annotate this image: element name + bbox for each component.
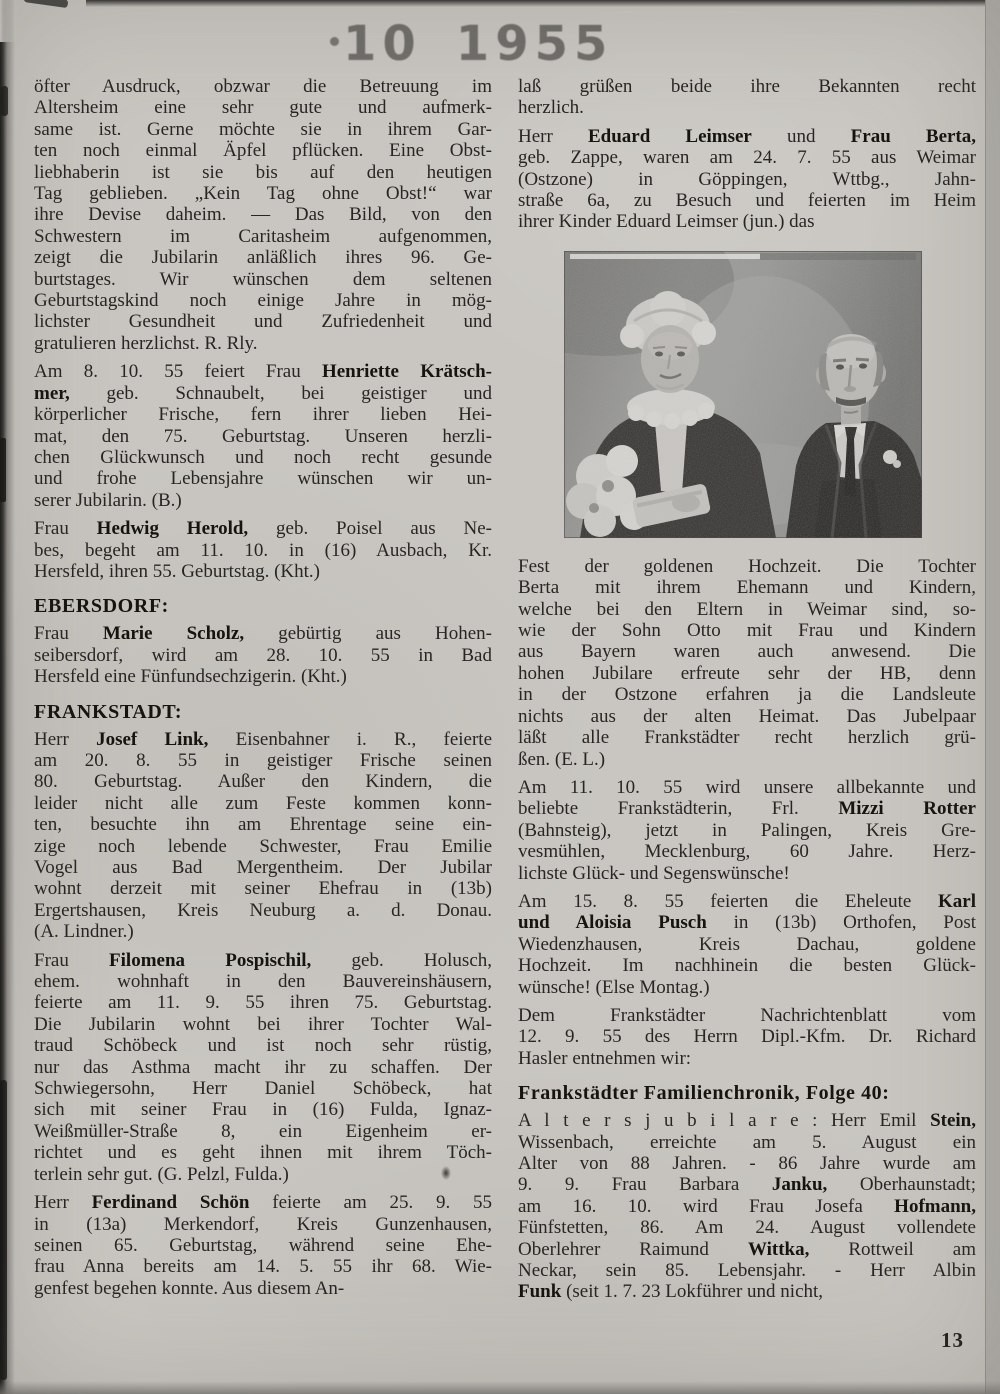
text-line: und frohe Lebensjahre wünschen wir un- <box>34 468 492 490</box>
text-line: Hersfeld, ihren 55. Geburtstag. (Kht.) <box>34 560 320 582</box>
paragraph <box>34 623 492 687</box>
text-line: liebhaberin ist sie bis auf den heutigen <box>34 161 492 183</box>
text-line: sich mit seiner Frau in (16) Fulda, Ignaz- <box>34 1099 492 1121</box>
text-line: ten noch einmal Äpfel pflücken. Eine Obst- <box>34 140 492 162</box>
text-line: aus Bayern waren auch anwesend. Die <box>518 641 976 663</box>
text-line: läßt alle Frankstädter recht herzlich grü- <box>518 727 976 749</box>
paragraph <box>34 729 492 943</box>
text-line: 9. 9. Frau Barbara Janku, Oberhaunstadt; <box>518 1174 976 1196</box>
text-line: Am 11. 10. 55 wird unsere allbekannte und <box>518 776 976 798</box>
text-line: Wissenbach, erreichte am 5. August ein <box>518 1131 976 1153</box>
text-line: beliebte Frankstädterin, Frl. Mizzi Rotter <box>518 798 976 820</box>
stamp-year: 1955 <box>455 16 614 72</box>
text-line: frau Anna bereits am 14. 5. 55 ihr 68. Wie- <box>34 1256 492 1278</box>
text-line: lichste Glück- und Segenswünsche! <box>518 862 790 884</box>
binding-mark <box>0 438 6 502</box>
text-line: Schwestern im Caritasheim aufgenommen, <box>34 225 492 247</box>
text-line: Altersheim eine sehr gute und aufmerk- <box>34 97 492 119</box>
binding-mark <box>1 86 8 116</box>
binding-mark <box>0 1080 7 1380</box>
text-line: Fünfstetten, 86. Am 24. August vollendete <box>518 1217 976 1239</box>
text-line: welche bei den Eltern in Weimar sind, so- <box>518 598 976 620</box>
text-line: leider nicht alle zum Feste kommen konn- <box>34 792 492 814</box>
text-line: Die Jubilarin wohnt bei ihrer Tochter Wal- <box>34 1013 492 1035</box>
text-line: wünsche! (Else Montag.) <box>518 976 710 998</box>
left-column <box>34 76 492 1306</box>
paragraph <box>518 1110 976 1303</box>
right-column-bottom <box>518 556 976 1303</box>
text-line: Tag geblieben. „Kein Tag ohne Obst!“ war <box>34 183 492 205</box>
text-line: Frau Marie Scholz, gebürtig aus Hohen- <box>34 623 493 645</box>
text-line: nur das Asthma macht ihr zu schaffen. Der <box>34 1056 492 1078</box>
ink-smudge <box>441 1166 451 1180</box>
text-line: ihre Devise daheim. — Das Bild, von den <box>34 204 492 226</box>
scan-edge-top <box>86 0 988 7</box>
text-line: Herr Eduard Leimser und Frau Berta, <box>518 125 977 147</box>
text-line: öfter Ausdruck, obzwar die Betreuung im <box>34 76 492 97</box>
paragraph <box>518 76 976 119</box>
text-line: Alter von 88 Jahren. - 86 Jahre wurde am <box>518 1153 976 1174</box>
text-line: traud Schöbeck und ist noch sehr rüstig, <box>34 1035 492 1057</box>
photo-illustration <box>564 251 922 538</box>
text-line: Neckar, sein 85. Lebensjahr. - Herr Albin <box>518 1260 976 1282</box>
text-line: Hersfeld eine Fünfundsechzigerin. (Kht.) <box>34 666 347 688</box>
right-column <box>518 76 976 1310</box>
text-line: Am 15. 8. 55 feierten die Eheleute Karl <box>518 890 976 912</box>
text-line: chen Glückwunsch und noch recht gesunde <box>34 446 492 468</box>
text-line: Herr Ferdinand Schön feierte am 25. 9. 55 <box>34 1192 493 1214</box>
paragraph <box>518 556 976 770</box>
text-line: Dem Frankstädter Nachrichtenblatt vom <box>518 1004 976 1026</box>
paragraph <box>34 518 492 582</box>
stamp-month: 10 <box>343 16 422 72</box>
text-line: Vogel aus Bad Mergentheim. Der Jubilar <box>34 857 492 878</box>
text-line: ehem. wohnhaft in den Bauvereinshäusern, <box>34 971 492 993</box>
stamp-dot-mark <box>330 37 339 46</box>
text-line: wie der Sohn Otto mit Frau und Kindern <box>518 620 976 642</box>
text-line: hohen Jubilare erfreute sehr der HB, denn <box>518 662 976 684</box>
text-line: same ist. Gerne möchte sie in ihrem Gar- <box>34 118 492 140</box>
paragraph <box>518 126 976 233</box>
section-heading: Frankstädter Familienchronik, Folge 40: <box>518 1082 890 1105</box>
right-column-top <box>518 76 976 233</box>
text-line: 12. 9. 55 des Herrn Dipl.-Kfm. Dr. Richard <box>518 1026 976 1048</box>
text-line: (Bahnsteig), jetzt in Palingen, Kreis Gre- <box>518 819 976 841</box>
text-line: (Ostzone) in Göppingen, Wttbg., Jahn- <box>518 168 976 190</box>
scan-mark-top-left <box>24 0 69 8</box>
text-line: Frau Filomena Pospischil, geb. Holusch, <box>34 949 493 971</box>
text-line: Am 8. 10. 55 feiert Frau Henriette Krätsch- <box>34 361 492 383</box>
date-stamp <box>330 16 613 72</box>
paragraph <box>518 1005 976 1069</box>
text-line: seinen 65. Geburtstag, während seine Ehe- <box>34 1234 492 1256</box>
text-line: Herr Josef Link, Eisenbahner i. R., feierte <box>34 728 493 750</box>
paragraph <box>34 1192 492 1299</box>
text-line: und Aloisia Pusch in (13b) Orthofen, Post <box>518 912 976 934</box>
paragraph <box>34 361 492 511</box>
text-line: mer, geb. Schnaubelt, bei geistiger und <box>34 382 492 404</box>
text-line: in (13a) Merkendorf, Kreis Gunzenhausen, <box>34 1213 492 1235</box>
text-line: Hochzeit. Im nachhinein die besten Glück- <box>518 955 976 977</box>
text-line: am 20. 8. 55 in geistiger Frische seinen <box>34 749 492 771</box>
text-line: körperlicher Frische, fern ihrer lieben Hei- <box>34 404 492 426</box>
text-line: terlein sehr gut. (G. Pelzl, Fulda.) <box>34 1163 289 1185</box>
text-line: burtstages. Wir wünschen dem seltenen <box>34 268 492 290</box>
text-line: genfest begehen konnte. Aus diesem An- <box>34 1277 345 1299</box>
photo-grain-overlay <box>564 251 922 538</box>
section-heading: EBERSDORF: <box>34 595 169 618</box>
scan-edge-right <box>985 0 1000 1394</box>
text-line: Wiedenzhausen, Kreis Dachau, goldene <box>518 933 976 955</box>
binding-highlight-top-left <box>0 0 18 42</box>
paragraph <box>518 891 976 998</box>
text-line: herzlich. <box>518 97 584 119</box>
text-line: Weißmüller-Straße 8, ein Eigenheim er- <box>34 1120 492 1142</box>
page-number: 13 <box>941 1328 964 1352</box>
text-line: (A. Lindner.) <box>34 921 134 943</box>
text-line: serer Jubilarin. (B.) <box>34 489 182 511</box>
text-line: ten, besuchte ihn am Ehrentage seine ein- <box>34 814 492 836</box>
golden-wedding-couple-photo <box>564 251 922 538</box>
text-line: zige noch lebende Schwester, Frau Emilie <box>34 835 492 857</box>
text-line: Fest der goldenen Hochzeit. Die Tochter <box>518 555 976 577</box>
text-line: Ergertshausen, Kreis Neuburg a. d. Donau. <box>34 899 492 921</box>
text-line: Hasler entnehmen wir: <box>518 1047 692 1069</box>
text-line: Geburtstagskind noch einige Jahre in mög- <box>34 290 492 312</box>
text-line: A l t e r s j u b i l a r e : Herr Emil Stein, <box>518 1110 976 1132</box>
text-line: seibersdorf, wird am 28. 10. 55 in Bad <box>34 644 492 666</box>
text-line: mat, den 75. Geburtstag. Unseren herzli- <box>34 425 492 447</box>
paragraph <box>34 76 492 354</box>
text-line: 80. Geburtstag. Außer den Kindern, die <box>34 771 492 793</box>
text-line: laß grüßen beide ihre Bekannten recht <box>518 76 976 97</box>
text-line: feierte am 11. 9. 55 ihren 75. Geburtstag. <box>34 992 492 1014</box>
text-line: richtet und es geht ihnen mit ihrem Töch- <box>34 1142 492 1164</box>
text-line: in der Ostzone erfahren ja die Landsleute <box>518 684 976 706</box>
text-line: geb. Zappe, waren am 24. 7. 55 aus Weimar <box>518 147 976 169</box>
paragraph <box>518 777 976 884</box>
text-line: vesmühlen, Mecklenburg, 60 Jahre. Herz- <box>518 841 976 863</box>
text-line: Schwiegersohn, Herr Daniel Schöbeck, hat <box>34 1078 492 1100</box>
text-line: Funk (seit 1. 7. 23 Lokführer und nicht, <box>518 1281 824 1303</box>
text-line: bes, begeht am 11. 10. in (16) Ausbach, Kr. <box>34 539 492 561</box>
text-line: wohnt derzeit mit seiner Ehefrau in (13b) <box>34 878 492 900</box>
text-line: ßen. (E. L.) <box>518 748 606 770</box>
text-line: Oberlehrer Raimund Wittka, Rottweil am <box>518 1238 976 1260</box>
text-line: straße 6a, zu Besuch und feierten im Heim <box>518 190 976 212</box>
paragraph <box>34 950 492 1185</box>
text-line: gratulieren herzlichst. R. Rly. <box>34 332 258 354</box>
text-line: am 16. 10. wird Frau Josefa Hofmann, <box>518 1195 976 1217</box>
text-line: nichts aus der alten Heimat. Das Jubelpaar <box>518 705 976 727</box>
text-line: Berta mit ihrem Ehemann und Kindern, <box>518 577 976 599</box>
text-line: Frau Hedwig Herold, geb. Poisel aus Ne- <box>34 518 492 540</box>
text-line: ihrer Kinder Eduard Leimser (jun.) das <box>518 211 815 233</box>
text-line: zeigt die Jubilarin anläßlich ihres 96. Ge- <box>34 247 492 269</box>
text-line: lichster Gesundheit und Zufriedenheit und <box>34 311 492 333</box>
scan-edge-bottom <box>0 1381 1000 1394</box>
section-heading: FRANKSTADT: <box>34 700 183 723</box>
